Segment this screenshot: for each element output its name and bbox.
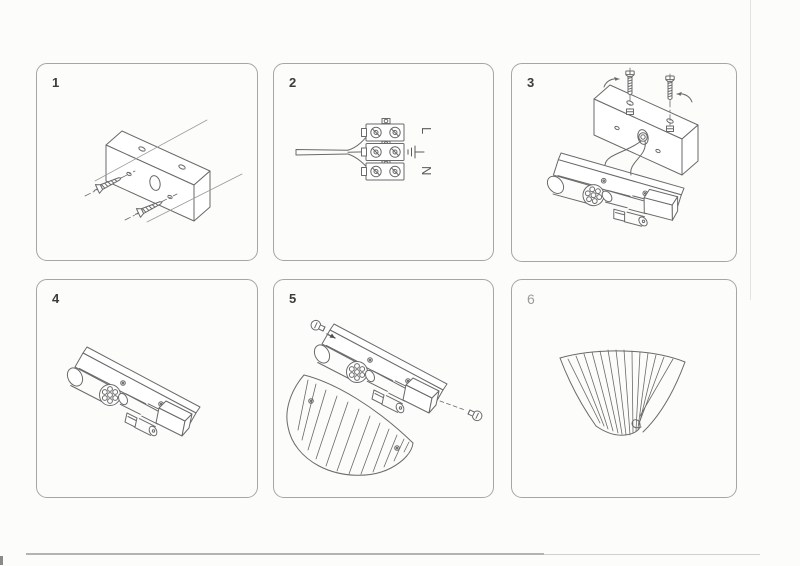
step-number-5: 5	[289, 291, 297, 306]
step-panel-2	[273, 63, 494, 261]
step1-illustration-wall-bracket-screws	[37, 64, 259, 262]
lamp-body	[64, 347, 200, 437]
step-number-1: 1	[52, 75, 60, 90]
cable-grommet	[639, 133, 647, 141]
wire-labels	[408, 127, 434, 175]
neutral-label: N	[419, 166, 434, 176]
fixing-screw-1	[626, 71, 634, 95]
step4-illustration-lamp-body	[37, 280, 259, 499]
step5-illustration-attach-shade	[274, 280, 495, 499]
step-number-2: 2	[289, 75, 297, 90]
earth-ground-symbol	[408, 146, 424, 158]
step3-drawing	[539, 68, 698, 246]
step4-drawing	[64, 347, 200, 437]
scan-edge-bottom	[26, 553, 544, 555]
wall-bracket	[594, 85, 698, 175]
step2-illustration-wiring-terminal	[274, 64, 495, 262]
scan-edge-corner	[0, 556, 3, 565]
rotate-arrow-right	[677, 92, 692, 102]
wall-bracket	[106, 131, 210, 221]
step-panel-3	[511, 63, 737, 262]
step2-drawing	[296, 119, 434, 181]
terminal-block	[362, 119, 405, 181]
step1-drawing	[85, 120, 242, 222]
shade-pleats	[568, 350, 673, 435]
step-panel-4	[36, 279, 258, 498]
glass-shade	[287, 375, 413, 475]
fixing-screw-2	[666, 76, 674, 100]
step6-illustration-finished-lamp	[512, 280, 738, 499]
shade-pleats	[298, 380, 409, 474]
step-number-4: 4	[52, 291, 60, 306]
scan-edge-right	[750, 0, 751, 300]
step-panel-6	[511, 279, 737, 498]
glass-shade-front	[560, 350, 685, 435]
step-panel-1	[36, 63, 258, 261]
step-number-6: 6	[527, 291, 535, 307]
mains-cable	[296, 133, 370, 171]
scan-edge-bottom-light	[544, 554, 760, 555]
live-label: L	[419, 127, 434, 135]
shade-thumbscrew-right	[440, 401, 484, 422]
step-panel-5	[273, 279, 494, 498]
step5-drawing	[287, 319, 484, 475]
step6-drawing	[560, 350, 685, 435]
step-number-3: 3	[527, 75, 535, 90]
step3-illustration-attach-bracket	[512, 64, 738, 263]
